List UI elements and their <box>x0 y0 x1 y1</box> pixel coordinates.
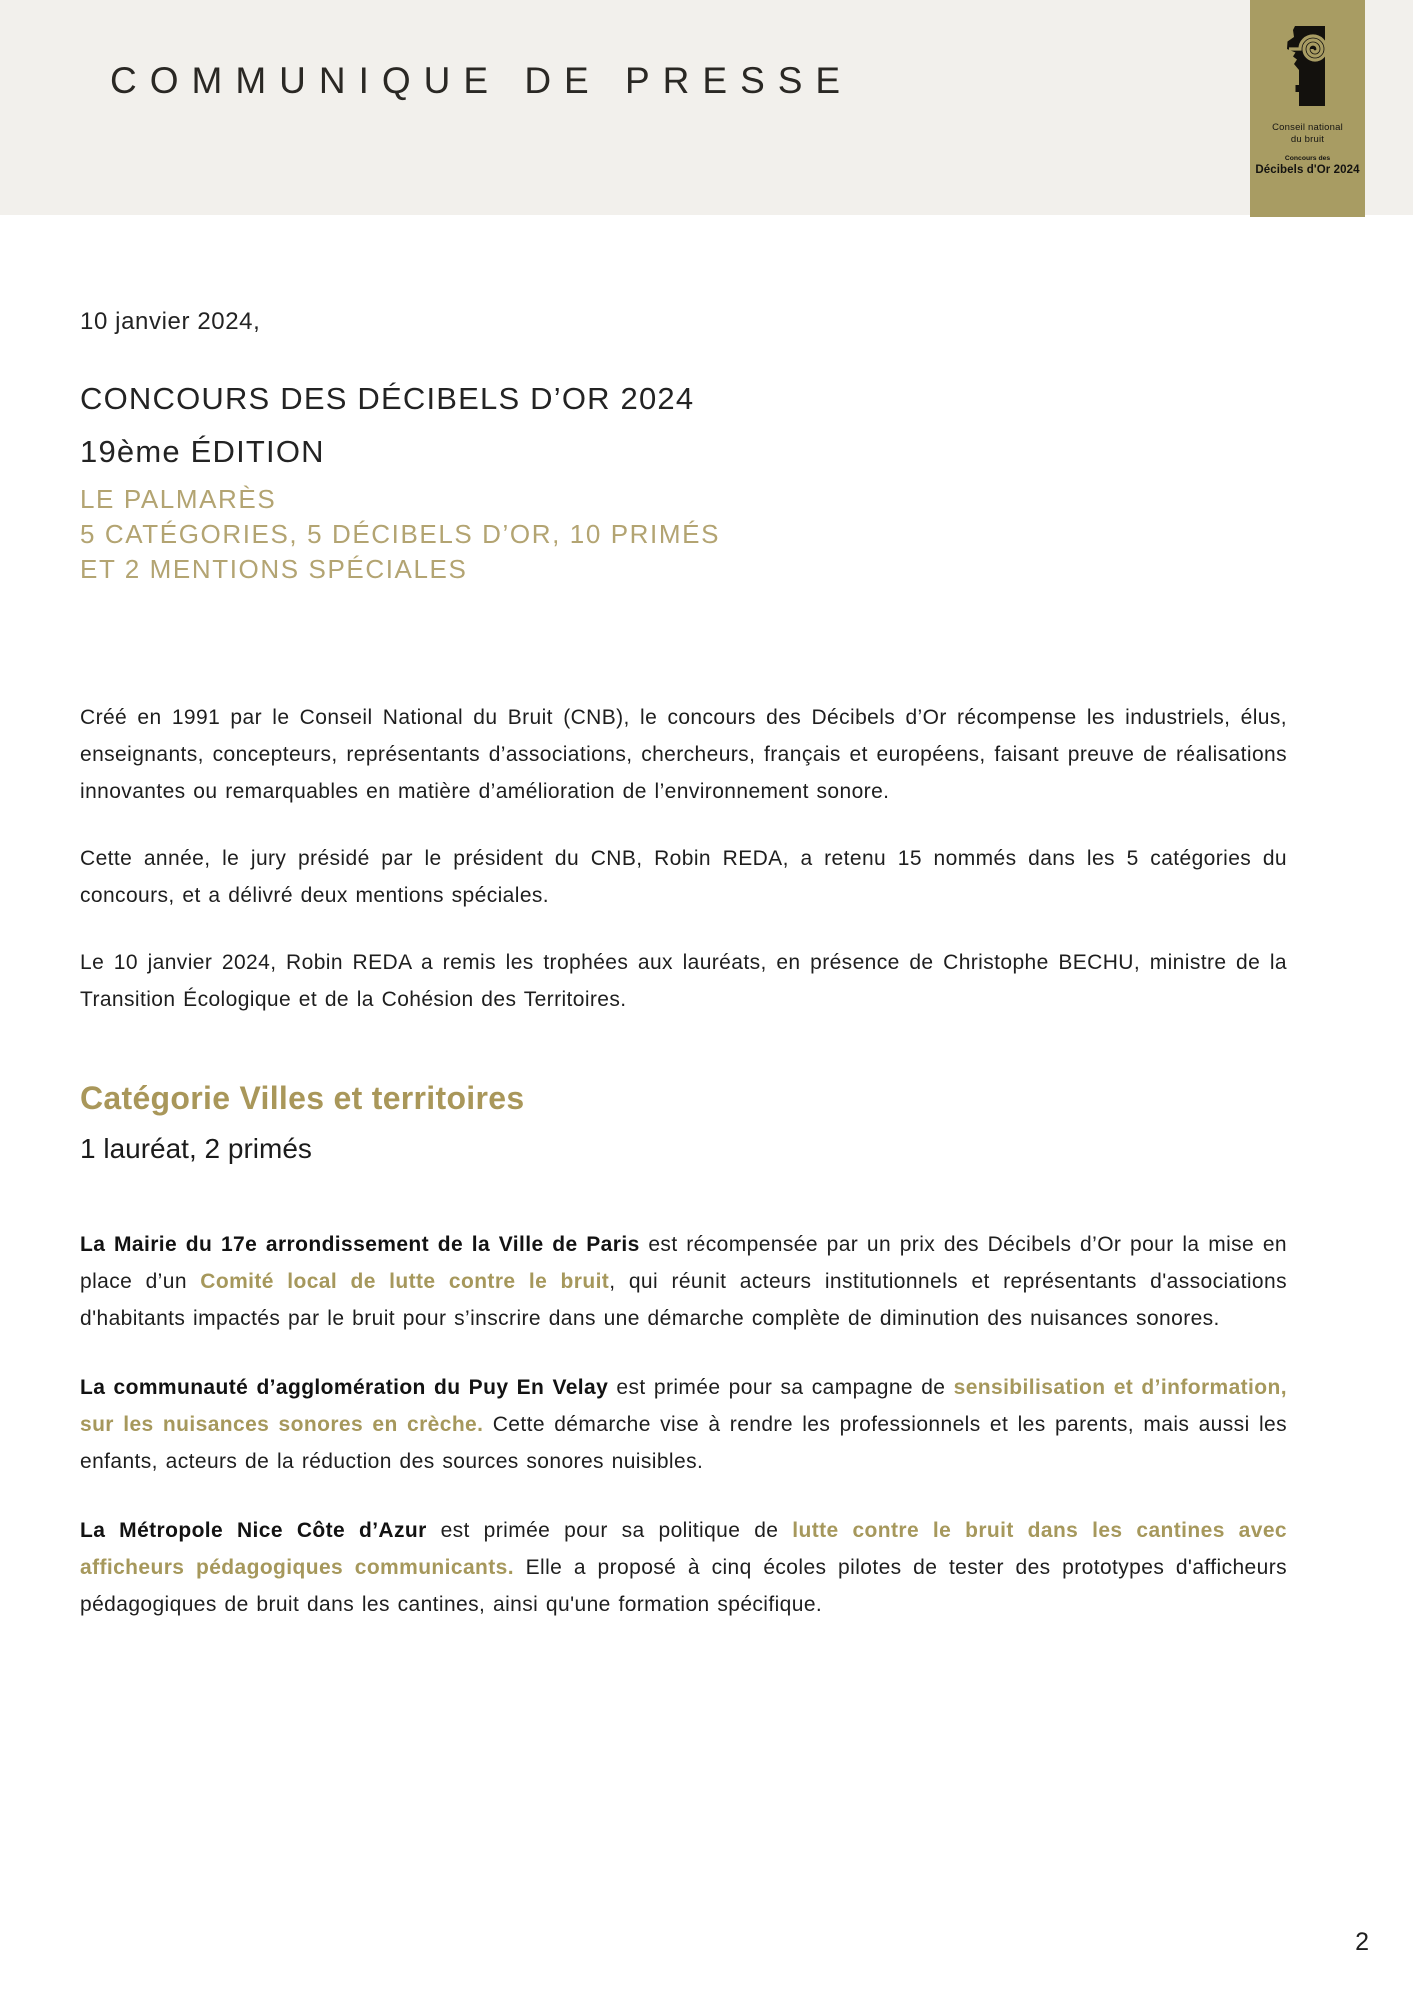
laureate-paragraph-paris <box>80 1226 1287 1337</box>
subtitle-line2: 5 CATÉGORIES, 5 DÉCIBELS D’OR, 10 PRIMÉS <box>80 519 721 549</box>
header-band <box>0 0 1413 215</box>
badge-contest-label: Concours des <box>1284 155 1331 162</box>
laureate-award-highlight: sensibilisation et d’information, sur les nuisances sonores en crèche. <box>80 1376 1287 1436</box>
badge-org-line2: du bruit <box>1290 134 1325 145</box>
badge-org-line1: Conseil national <box>1272 122 1343 133</box>
subtitle-line3: ET 2 MENTIONS SPÉCIALES <box>80 554 468 584</box>
document-title-line1: CONCOURS DES DÉCIBELS D’OR 2024 <box>80 381 695 416</box>
laureate-text: est récompensée par un prix des Décibels d’Or pour la mise en place d’un <box>80 1233 1287 1293</box>
category-heading: Catégorie Villes et territoires <box>80 1080 525 1116</box>
laureate-text: est primée pour sa campagne de <box>608 1376 954 1399</box>
intro-paragraph-1: Créé en 1991 par le Conseil National du Bruit (CNB), le concours des Décibels d’Or récompense les industriels, élus, enseignants, concepteurs, représentants d’associations, chercheurs, français et européens, faisant preuve de réalisations innovantes ou remarquables en matière d’amélioration de l’environnement sonore. <box>80 706 1287 803</box>
laureate-paragraph-puy-en-velay <box>80 1369 1287 1480</box>
document-subtitle <box>80 482 1287 587</box>
subtitle-line1: LE PALMARÈS <box>80 484 277 514</box>
laureate-award-highlight: lutte contre le bruit dans les cantines avec afficheurs pédagogiques communicants. <box>80 1519 1287 1579</box>
intro-paragraph-3: Le 10 janvier 2024, Robin REDA a remis les trophées aux lauréats, en présence de Christophe BECHU, ministre de la Transition Écologique et de la Cohésion des Territoires. <box>80 951 1287 1011</box>
document-title-line2: 19ème ÉDITION <box>80 434 325 469</box>
badge-org-name <box>1250 122 1365 146</box>
head-with-spiral-icon <box>1285 26 1331 106</box>
cnb-logo-badge <box>1250 0 1365 217</box>
laureate-name: La communauté d’agglomération du Puy En Velay <box>80 1376 609 1399</box>
press-release-content <box>0 215 1413 1655</box>
laureate-text: Elle a proposé à cinq écoles pilotes de tester des prototypes d'afficheurs pédagogiques de bruit dans les cantines, ainsi qu'une formation spécifique. <box>80 1556 1288 1616</box>
laureate-paragraph-nice <box>80 1512 1287 1623</box>
laureate-name: La Métropole Nice Côte d’Azur <box>80 1519 427 1542</box>
laureate-text: Cette démarche vise à rendre les professionnels et les parents, mais aussi les enfants, acteurs de la réduction des sources sonores nuisibles. <box>80 1413 1288 1473</box>
document-title <box>80 372 1287 478</box>
page-number: 2 <box>1355 1928 1369 1956</box>
laureate-name: La Mairie du 17e arrondissement de la Ville de Paris <box>80 1233 640 1256</box>
laureate-text: , qui réunit acteurs institutionnels et représentants d'associations d'habitants impactés par le bruit pour s’inscrire dans une démarche complète de diminution des nuisances sonores. <box>80 1270 1287 1330</box>
badge-contest-title: Décibels d'Or 2024 <box>1255 164 1360 176</box>
laureate-award-highlight: Comité local de lutte contre le bruit <box>200 1270 610 1293</box>
masthead-title: COMMUNIQUE DE PRESSE <box>110 60 854 101</box>
intro-paragraph-2: Cette année, le jury présidé par le président du CNB, Robin REDA, a retenu 15 nommés dans les 5 catégories du concours, et a délivré deux mentions spéciales. <box>80 847 1287 907</box>
release-date: 10 janvier 2024, <box>80 308 261 335</box>
laureate-text: est primée pour sa politique de <box>426 1519 793 1542</box>
category-subheading: 1 lauréat, 2 primés <box>80 1133 312 1164</box>
